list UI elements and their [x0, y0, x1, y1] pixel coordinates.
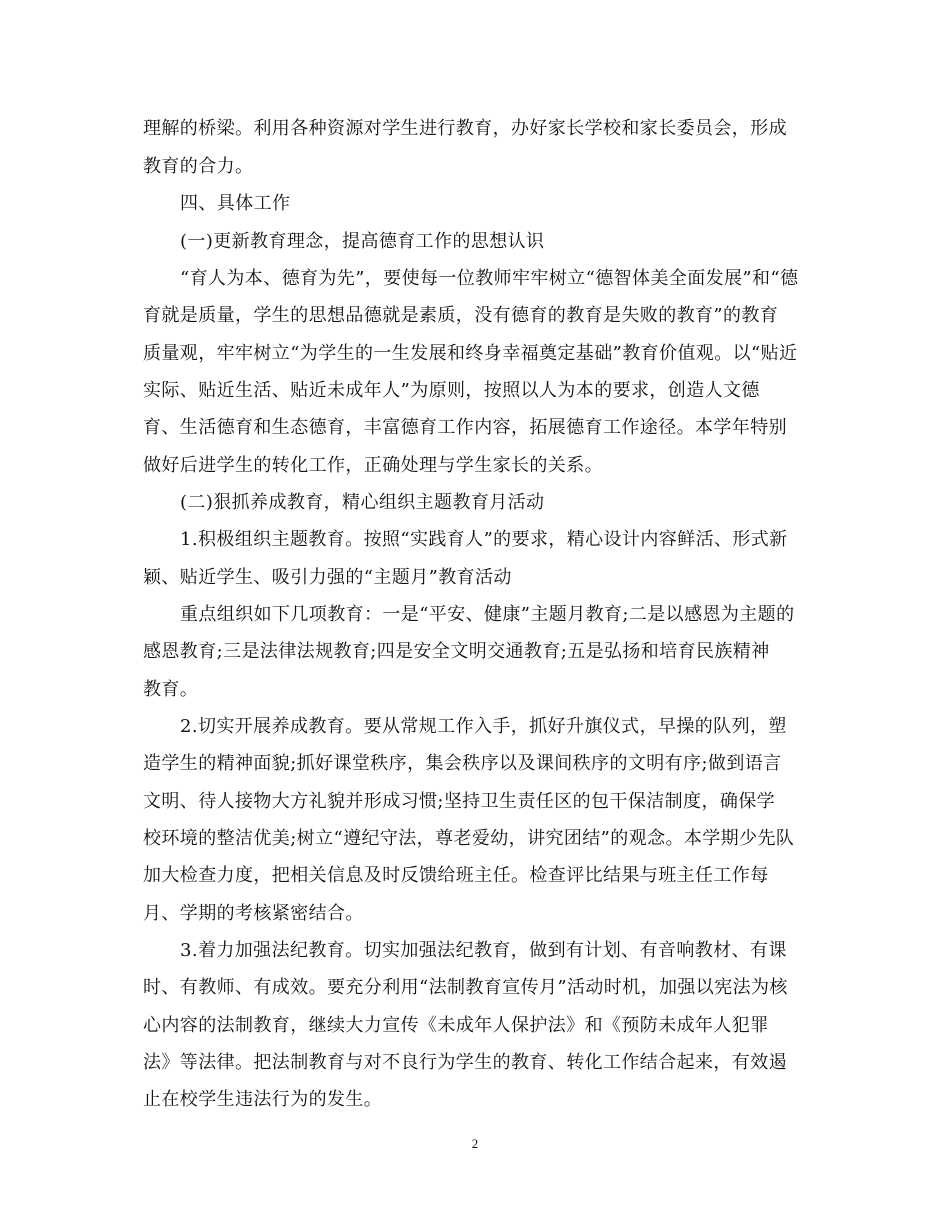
text-line: 做好后进学生的转化工作，正确处理与学生家长的关系。	[143, 455, 603, 476]
subsection-heading: (二)狠抓养成教育，精心组织主题教育月活动	[180, 492, 545, 513]
text-line: 质量观，牢牢树立“为学生的一生发展和终身幸福奠定基础”教育价值观。以“贴近	[143, 343, 798, 364]
text-line: 感恩教育;三是法律法规教育;四是安全文明交通教育;五是弘扬和培育民族精神	[143, 641, 770, 662]
text-line: 1.积极组织主题教育。按照“实践育人”的要求，精心设计内容鲜活、形式新	[180, 529, 788, 550]
text-line: “育人为本、德育为先”，要使每一位教师牢牢树立“德智体美全面发展”和“德	[180, 268, 799, 289]
text-line: 育就是质量，学生的思想品德就是素质，没有德育的教育是失败的教育”的教育	[143, 305, 779, 326]
text-line: 重点组织如下几项教育：一是“平安、健康”主题月教育;二是以感恩为主题的	[180, 604, 795, 625]
text-line: 教育的合力。	[143, 156, 254, 177]
text-line: 文明、待人接物大方礼貌并形成习惯;坚持卫生责任区的包干保洁制度，确保学	[143, 791, 776, 812]
text-line: 3.着力加强法纪教育。切实加强法纪教育，做到有计划、有音响教材、有课	[180, 940, 787, 961]
text-line: 颖、贴近学生、吸引力强的“主题月”教育活动	[143, 567, 512, 588]
text-line: 实际、贴近生活、贴近未成年人”为原则，按照以人为本的要求，创造人文德	[143, 380, 760, 401]
text-line: 月、学期的考核紧密结合。	[143, 903, 364, 924]
text-line: 教育。	[143, 679, 199, 700]
text-line: 理解的桥梁。利用各种资源对学生进行教育，办好家长学校和家长委员会，形成	[143, 118, 787, 139]
text-line: 时、有教师、有成效。要充分利用“法制教育宣传月”活动时机，加强以宪法为核	[143, 977, 788, 998]
section-heading: 四、具体工作	[180, 193, 291, 214]
page-number: 2	[471, 1136, 479, 1151]
text-line: 止在校学生违法行为的发生。	[143, 1089, 383, 1110]
subsection-heading: (一)更新教育理念，提高德育工作的思想认识	[180, 231, 545, 252]
text-line: 2.切实开展养成教育。要从常规工作入手，抓好升旗仪式，早操的队列，塑	[180, 716, 787, 737]
text-line: 造学生的精神面貌;抓好课堂秩序，集会秩序以及课间秩序的文明有序;做到语言	[143, 753, 782, 774]
text-line: 校环境的整洁优美;树立“遵纪守法，尊老爱幼，讲究团结”的观念。本学期少先队	[143, 828, 795, 849]
text-line: 育、生活德育和生态德育，丰富德育工作内容，拓展德育工作途径。本学年特别	[143, 417, 787, 438]
text-line: 法》等法律。把法制教育与对不良行为学生的教育、转化工作结合起来，有效遏	[143, 1052, 787, 1073]
text-line: 加大检查力度，把相关信息及时反馈给班主任。检查评比结果与班主任工作每	[143, 865, 769, 886]
text-line: 心内容的法制教育，继续大力宣传《未成年人保护法》和《预防未成年人犯罪	[143, 1015, 769, 1036]
